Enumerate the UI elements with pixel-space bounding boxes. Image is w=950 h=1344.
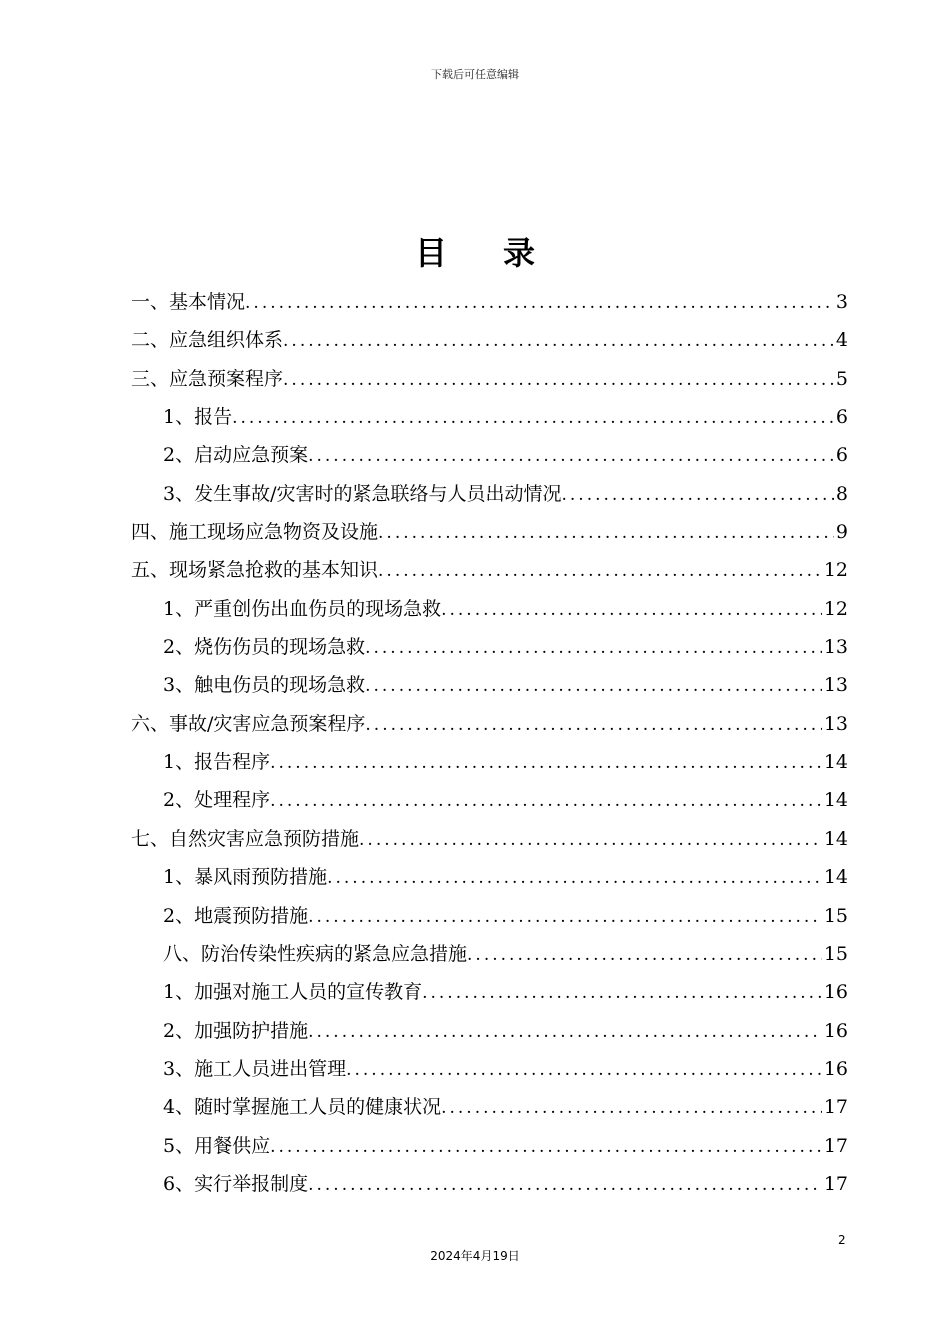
toc-entry[interactable]	[131, 628, 848, 666]
toc-entry[interactable]	[131, 820, 848, 858]
toc-entry[interactable]	[131, 858, 848, 896]
toc-dot-leader	[441, 1089, 822, 1127]
toc-entry-page: 14	[823, 751, 848, 774]
toc-entry-label: 六、事故/灾害应急预案程序	[131, 712, 366, 735]
toc-entry-label: 3、施工人员进出管理	[163, 1057, 347, 1080]
toc-entry[interactable]	[131, 360, 848, 398]
toc-entry[interactable]	[131, 897, 848, 935]
toc-entry-page: 14	[823, 827, 848, 850]
toc-entry[interactable]	[131, 935, 848, 973]
table-of-contents	[131, 283, 848, 1203]
toc-entry-page: 17	[823, 1096, 848, 1119]
toc-entry[interactable]	[131, 1012, 848, 1050]
toc-dot-leader	[308, 1166, 822, 1204]
toc-entry[interactable]	[131, 973, 848, 1011]
toc-entry[interactable]	[131, 1050, 848, 1088]
toc-entry-page: 13	[823, 712, 848, 735]
toc-entry-label: 2、地震预防措施	[163, 904, 309, 927]
toc-entry-label: 四、施工现场应急物资及设施	[131, 521, 379, 544]
toc-entry-page: 8	[835, 482, 848, 505]
toc-dot-leader	[270, 782, 822, 820]
toc-entry[interactable]	[131, 436, 848, 474]
toc-entry-page: 5	[835, 367, 848, 390]
toc-entry-page: 13	[823, 674, 848, 697]
toc-dot-leader	[270, 1128, 822, 1166]
toc-entry[interactable]	[131, 666, 848, 704]
toc-entry-label: 八、防治传染性疾病的紧急应急措施	[163, 942, 468, 965]
toc-entry-label: 七、自然灾害应急预防措施	[131, 827, 360, 850]
toc-entry-page: 16	[823, 1057, 848, 1080]
toc-dot-leader	[365, 667, 822, 705]
toc-dot-leader	[327, 859, 822, 897]
toc-dot-leader	[308, 437, 834, 475]
toc-entry-page: 3	[835, 291, 848, 313]
toc-dot-leader	[378, 514, 834, 552]
toc-entry-page: 16	[823, 1019, 848, 1042]
toc-dot-leader	[365, 629, 822, 667]
toc-entry-label: 1、暴风雨预防措施	[163, 866, 328, 889]
toc-dot-leader	[283, 322, 834, 360]
toc-entry-label: 2、烧伤伤员的现场急救	[163, 636, 366, 659]
toc-dot-leader	[562, 476, 834, 514]
toc-entry-label: 一、基本情况	[131, 291, 246, 313]
toc-entry[interactable]	[131, 1127, 848, 1165]
toc-entry[interactable]	[131, 705, 848, 743]
toc-entry-page: 9	[835, 521, 848, 544]
footer-date: 2024年4月19日	[430, 1249, 520, 1263]
toc-dot-leader	[441, 591, 822, 629]
toc-entry-page: 15	[823, 904, 848, 927]
toc-entry-page: 12	[823, 559, 848, 582]
toc-entry[interactable]	[131, 321, 848, 359]
toc-entry-page: 16	[823, 981, 848, 1004]
toc-entry-label: 2、处理程序	[163, 789, 271, 812]
toc-entry-page: 17	[823, 1134, 848, 1157]
toc-dot-leader	[378, 552, 822, 590]
toc-entry-page: 4	[835, 329, 848, 352]
toc-entry-label: 4、随时掌握施工人员的健康状况	[163, 1096, 442, 1119]
toc-entry[interactable]	[131, 283, 848, 321]
toc-entry-label: 1、报告程序	[163, 751, 271, 774]
toc-entry-label: 1、严重创伤出血伤员的现场急救	[163, 597, 442, 620]
toc-entry-label: 3、发生事故/灾害时的紧急联络与人员出动情况	[163, 482, 562, 505]
toc-entry-page: 17	[823, 1172, 848, 1195]
toc-entry-label: 五、现场紧急抢救的基本知识	[131, 559, 379, 582]
header-note: 下载后可任意编辑	[431, 68, 519, 81]
toc-entry[interactable]	[131, 475, 848, 513]
toc-dot-leader	[365, 706, 821, 744]
toc-dot-leader	[422, 974, 822, 1012]
toc-entry[interactable]	[131, 590, 848, 628]
page-number: 2	[838, 1233, 846, 1247]
toc-entry-label: 6、实行举报制度	[163, 1172, 309, 1195]
toc-dot-leader	[359, 821, 822, 859]
toc-entry[interactable]	[131, 551, 848, 589]
toc-entry-page: 6	[835, 444, 848, 467]
toc-entry[interactable]	[131, 1165, 848, 1203]
toc-entry-page: 14	[823, 789, 848, 812]
toc-entry-label: 2、加强防护措施	[163, 1019, 309, 1042]
toc-entry[interactable]	[131, 513, 848, 551]
toc-entry[interactable]	[131, 1088, 848, 1126]
toc-entry-label: 3、触电伤员的现场急救	[163, 674, 366, 697]
toc-entry-page: 14	[823, 866, 848, 889]
toc-dot-leader	[245, 284, 834, 322]
toc-entry-page: 6	[835, 406, 848, 429]
toc-entry-page: 12	[823, 597, 848, 620]
toc-dot-leader	[467, 936, 822, 974]
toc-dot-leader	[270, 744, 822, 782]
toc-dot-leader	[346, 1051, 822, 1089]
toc-entry[interactable]	[131, 743, 848, 781]
toc-entry-page: 15	[823, 942, 848, 965]
toc-dot-leader	[308, 1013, 822, 1051]
toc-entry-label: 2、启动应急预案	[163, 444, 309, 467]
toc-entry-label: 1、加强对施工人员的宣传教育	[163, 981, 423, 1004]
toc-dot-leader	[283, 361, 834, 399]
toc-entry-label: 5、用餐供应	[163, 1134, 271, 1157]
toc-dot-leader	[232, 399, 834, 437]
toc-dot-leader	[308, 898, 822, 936]
toc-entry-label: 三、应急预案程序	[131, 367, 284, 390]
toc-entry[interactable]	[131, 781, 848, 819]
toc-entry[interactable]	[131, 398, 848, 436]
toc-entry-label: 1、报告	[163, 406, 233, 429]
toc-entry-label: 二、应急组织体系	[131, 329, 284, 352]
toc-title: 目录	[414, 234, 591, 272]
toc-entry-page: 13	[823, 636, 848, 659]
